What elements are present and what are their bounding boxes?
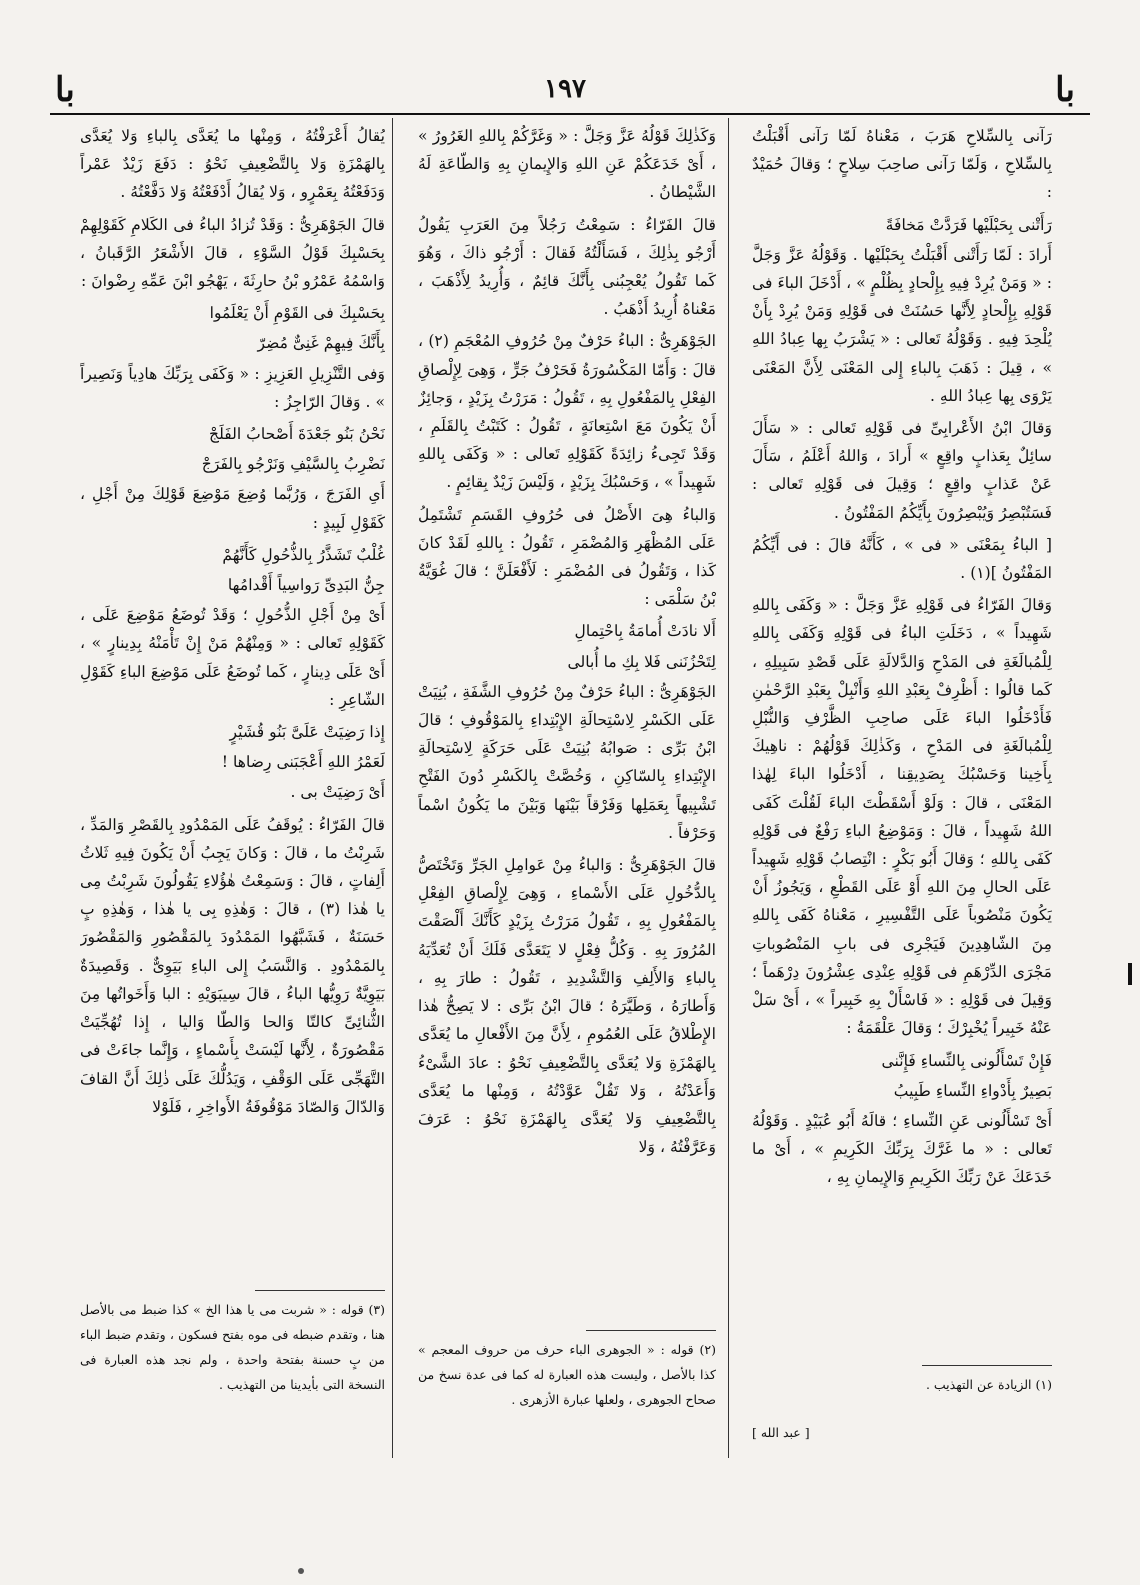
margin-mark	[1128, 963, 1132, 985]
paragraph: قالَ الفَرّاءُ : سَمِعْتُ رَجُلاً مِنَ العَرَبِ يَقُولُ أَرْجُو بِذٰلِكَ ، فَسَأَلْتُهُ فَقالَ : أَرْجُو ذاكَ ، وَهُوَ كَما تَقُولُ يُعْجِبُنى بِأَنَّكَ قائِمٌ ، وَأُرِيدُ لِأَذْهَبَ ، مَعْناهُ أُرِيدُ أَذْهَبُ .	[418, 215, 716, 319]
verse-line: أَلا نادَتْ أُمامَةُ بِاحْتِمالِ	[574, 622, 716, 641]
paragraph: الجَوْهَرِىُّ : الباءُ حَرْفٌ مِنْ حُرُوفِ الشَّفَةِ ، بُنِيَتْ عَلَى الكَسْرِ لِاسْتِحالَةِ الإِبْتِداءِ بِالمَوْقُوفِ ؛ قالَ ابْنُ بَرِّى : صَوابُهُ بُنِيَتْ عَلَى حَرَكَةٍ لِاسْتِحالَةِ الإِبْتِداءِ بِالسّاكِنِ ، وَخُصَّتْ بِالكَسْرِ دُونَ الفَتْحِ تَشْبِيهاً بِعَمَلِها وَفَرْقاً بَيْنَها وَبَيْنَ ما يَكُونُ اسْماً وَحَرْفاً .	[418, 682, 716, 842]
verse-line: بَصِيرٌ بِأَدْواءِ النِّساءِ طَبِيبُ	[893, 1081, 1052, 1100]
footnote-left: (٣) قوله : « شربت مى يا هذا الخ » كذا ضبط مى بالأصل هنا ، وتقدم ضبطه فى موه بفتح فسكون ، وتقدم ضبط الباء من بٍ حسنة بفتحة واحدة ، ولم نجد هذه العبارة فى النسخة التى بأيدينا من التهذيب .	[80, 1302, 385, 1392]
scan-speck	[298, 1568, 304, 1574]
paragraph: أَرادَ : لَمّا رَأَتْنى أَقْبَلْتُ بِحَبْلَيْها . وَقَوْلُهُ عَزَّ وَجَلَّ : « وَمَنْ يُرِدْ فِيهِ بِإِلْحادٍ بِظُلْمٍ » ، أَدْخَلَ الباءَ فى قَوْلِهِ بِإِلْحادٍ لِأَنَّها حَسُنَتْ فى قَوْلِهِ وَمَنْ يُرِدْ بِأَنْ يُلْحِدَ فِيهِ . وَقَوْلُهُ تَعالى : « يَشْرَبُ بِها عِبادُ اللهِ » ، قِيلَ : ذَهَبَ بِالباءِ إِلى المَعْنَى لِأَنَّ المَعْنَى يَرْوَى بِها عِبادُ اللهِ .	[752, 245, 1052, 405]
column-divider	[392, 118, 393, 1458]
middle-column	[418, 122, 716, 1272]
footnote-rule	[586, 1330, 716, 1331]
paragraph: يُقالُ أَعْرَفْتُهُ ، وَمِنْها ما يُعَدَّى بِالباءِ وَلا يُعَدَّى بِالهَمْزَةِ وَلا بِالتَّضْعِيفِ نَحْوُ : دَفَعَ زَيْدٌ عَمْراً وَدَفَعْتُهُ بِعَمْرٍو ، وَلا يُقالُ أَدْفَعْتُهُ وَلا دَفَّعْتُهُ .	[80, 127, 385, 202]
paragraph: وَالباءُ هِىَ الأَصْلُ فى حُرُوفِ القَسَمِ تَشْتَمِلُ عَلَى المُظْهَرِ وَالمُضْمَرِ ، تَقُولُ : بِاللهِ لَقَدْ كانَ كَذا ، وَتَقُولُ فى المُضْمَرِ : لَأَفْعَلَنَّ ؛ قالَ غُوَيَّةُ بْنُ سَلْمَى :	[418, 505, 716, 609]
paragraph: وَقالَ ابْنُ الأَعْرابِىِّ فى قَوْلِهِ تَعالى : « سَأَلَ سائِلٌ بِعَذابٍ واقِعٍ » أَرادَ ، وَاللهُ أَعْلَمُ ، سَأَلَ عَنْ عَذابٍ واقِعٍ ؛ وَقِيلَ فى قَوْلِهِ تَعالى : فَسَتُبْصِرُ وَيُبْصِرُونَ بِأَيِّكُمُ المَفْتُونُ .	[752, 419, 1052, 522]
footnote-rule	[922, 1365, 1052, 1366]
paragraph: قالَ الجَوْهَرِىُّ : وَالباءُ مِنْ عَوامِلِ الجَرِّ وَتَخْتَصُّ بِالدُّخُولِ عَلَى الأَسْماءِ ، وَهِىَ لِإِلْصاقِ الفِعْلِ بِالمَفْعُولِ بِهِ ، تَقُولُ مَرَرْتُ بِزَيْدٍ كَأَنَّكَ أَلْصَقْتَ المُرُورَ بِهِ . وَكُلُّ فِعْلٍ لا يَتَعَدَّى فَلَكَ أَنْ تُعَدِّيَهُ بِالباءِ وَالأَلِفِ وَالتَّشْدِيدِ ، تَقُولُ : طارَ بِهِ ، وَأَطارَهُ ، وَطَيَّرَهُ ؛ قالَ ابْنُ بَرِّى : لا يَصِحُّ هٰذا الإِطْلاقُ عَلَى العُمُومِ ، لِأَنَّ مِنَ الأَفْعالِ ما يُعَدَّى بِالهَمْزَةِ وَلا يُعَدَّى بِالتَّضْعِيفِ نَحْوُ : عادَ الشَّىْءُ وَأَعَدْتُهُ ، وَلا تَقُلْ عَوَّدْتُهُ ، وَمِنْها ما يُعَدَّى بِالتَّضْعِيفِ وَلا يُعَدَّى بِالهَمْزَةِ نَحْوُ : عَرَفَ وَعَرَّفْتُهُ ، وَلا	[418, 856, 716, 1157]
verse-line: لِتَحْزُنَنى فَلا بِكِ ما أُبالى	[567, 652, 716, 671]
footnote-signature: [ عبد الله ]	[752, 1425, 810, 1440]
paragraph: أَىْ تَسْأَلُونى عَنِ النِّساءِ ؛ قالَهُ أَبُو عُبَيْدٍ . وَقَوْلُهُ تَعالى : « ما غَرَّكَ بِرَبِّكَ الكَرِيمِ » ، أَىْ ما خَدَعَكَ عَنْ رَبِّكَ الكَرِيمِ وَالإِيمانِ بِهِ ،	[752, 1111, 1052, 1187]
header-left-word: با	[55, 70, 75, 110]
paragraph: أَىِ الفَرَجَ ، وَرُبَّما وُضِعَ مَوْضِعَ قَوْلِكَ مِنْ أَجْلِ ، كَقَوْلِ لَبِيدٍ :	[80, 485, 385, 532]
paragraph: رَآنى بِالسِّلاحِ هَرَبَ ، مَعْناهُ لَمّا رَآنى أَقْبَلْتُ بِالسِّلاحِ ، وَلَمّا رَآنى صاحِبَ سِلاحٍ ؛ وَقالَ حُمَيْدٌ :	[752, 127, 1052, 202]
verse-line: جِنُّ البَدِىِّ رَواسِياً أَقْدامُها	[227, 576, 385, 595]
paragraph: قالَ الفَرّاءُ : يُوقَفُ عَلَى المَمْدُودِ بِالقَصْرِ وَالمَدِّ ، شَرِبْتُ ما ، قالَ : وَكانَ يَجِبُ أَنْ يَكُونَ فِيهِ ثَلاثُ أَلِفاتٍ ، قالَ : وَسَمِعْتُ هٰؤُلاءِ يَقُولُونَ شَرِبْتُ مِى يا هٰذا (٣) ، قالَ : وَهٰذِهِ بِى يا هٰذا ، وَهٰذِهِ بٍ حَسَنَةٌ ، فَشَبَّهُوا المَمْدُودَ بِالمَقْصُورِ وَالمَقْصُورَ بِالمَمْدُودِ . وَالنَّسَبُ إِلى الباءِ بَيَوِىٌّ . وَقَصِيدَةٌ بَيَوِيَّةٌ رَوِيُّها الباءُ ، قالَ سِيبَوَيْهِ : البا وَأَخَواتُها مِنَ الثُّنائِىِّ كالتّا وَالحا وَالطّا وَاليا ، إِذا تُهُجِّيَتْ مَقْصُورَةٌ ، لِأَنَّها لَيْسَتْ بِأَسْماءٍ ، وَإِنَّما جاءَتْ فى التَّهَجِّى عَلَى الوَقْفِ ، وَيَدُلُّكَ عَلَى ذٰلِكَ أَنَّ القافَ وَالدّالَ وَالصّادَ مَوْقُوفَةُ الأَواخِرِ ، فَلَوْلا	[80, 815, 385, 1116]
footnote-rule	[255, 1290, 385, 1291]
left-column	[80, 122, 385, 1272]
verse-line: فَإِنْ تَسْأَلُونى بِالنِّساءِ فَإِنَّنى	[881, 1051, 1052, 1070]
footnote-right: (١) الزيادة عن التهذيب .	[925, 1377, 1052, 1392]
header-right-word: با	[1055, 70, 1075, 110]
paragraph: وَكَذٰلِكَ قَوْلُهُ عَزَّ وَجَلَّ : « وَغَرَّكُمْ بِاللهِ الغَرُورُ » ، أَىْ خَدَعَكُمْ عَنِ اللهِ وَالإِيمانِ بِهِ وَالطّاعَةِ لَهُ الشَّيْطانُ .	[418, 127, 716, 202]
paragraph: الجَوْهَرِىُّ : الباءُ حَرْفٌ مِنْ حُرُوفِ المُعْجَمِ (٢) ، قالَ : وَأَمّا المَكْسُورَةُ فَحَرْفُ جَرٍّ ، وَهِىَ لِإِلْصاقِ الفِعْلِ بِالمَفْعُولِ بِهِ ، تَقُولُ : مَرَرْتُ بِزَيْدٍ ، وَجائِزٌ أَنْ يَكُونَ مَعَ اسْتِعانَةٍ ، تَقُولُ : كَتَبْتُ بِالقَلَمِ ، وَقَدْ تَجِىءُ زائِدَةً كَقَوْلِهِ تَعالى : « وَكَفَى بِاللهِ شَهِيداً » ، وَحَسْبُكَ بِزَيْدٍ ، وَلَيْسَ زَيْدٌ بِقائِمٍ .	[418, 332, 716, 492]
paragraph: أَىْ مِنْ أَجْلِ الذُّحُولِ ؛ وَقَدْ تُوضَعُ مَوْضِعَ عَلَى ، كَقَوْلِهِ تَعالى : « وَمِنْهُمْ مَنْ إِنْ تَأْمَنْهُ بِدِينارٍ » ، أَىْ عَلَى دِينارٍ ، كَما تُوضَعُ عَلَى مَوْضِعَ الباءِ كَقَوْلِ الشّاعِرِ :	[80, 606, 385, 709]
paragraph: أَىْ رَضِيَتْ بى .	[290, 783, 385, 802]
paragraph: قالَ الجَوْهَرِىُّ : وَقَدْ تُزادُ الباءُ فى الكَلامِ كَقَوْلِهِمْ بِحَسْبِكَ قَوْلُ السَّوْءِ ، قالَ الأَشْعَرُ الرَّقَبانُ ، وَاسْمُهُ عَمْرُو بْنُ حارِثَةَ ، يَهْجُو ابْنَ عَمِّهِ رِضْوانَ :	[80, 215, 385, 291]
header-rule	[50, 113, 1090, 115]
verse-line: إِذا رَضِيَتْ عَلَىَّ بَنُو قُشَيْرٍ	[229, 723, 385, 742]
verse-line: بِحَسْبِكَ فى القَوْمِ أَنْ يَعْلَمُوا	[209, 304, 385, 323]
column-divider	[728, 118, 729, 1458]
verse-line: رَأَتْنى بِحَبْلَيْها فَرَدَّتْ مَخافَةً	[885, 215, 1052, 234]
verse-line: نَحْنُ بَنُو جَعْدَةَ أَصْحابُ الفَلَجْ	[209, 425, 385, 444]
right-column	[752, 122, 1052, 1272]
verse-line: نَضْرِبُ بِالسَّيْفِ وَنَرْجُو بِالفَرَجْ	[201, 455, 385, 474]
verse-line: بِأَنَّكَ فِيهِمْ غَنِىٌّ مُضِرّ	[257, 334, 385, 353]
footnote-middle: (٢) قوله : « الجوهرى الباء حرف من حروف المعجم » كذا بالأصل ، وليست هذه العبارة له كما فى عدة نسخ من صحاح الجوهرى ، ولعلها عبارة الأزهرى .	[418, 1342, 716, 1407]
verse-line: غُلْبٌ تَشَذَّرُ بِالذُّحُولِ كَأَنَّهُمْ	[222, 545, 385, 564]
paragraph: وَقالَ الفَرّاءُ فى قَوْلِهِ عَزَّ وَجَلَّ : « وَكَفَى بِاللهِ شَهِيداً » ، دَخَلَتِ الباءُ فى قَوْلِهِ وَكَفَى بِاللهِ لِلْمُبالَغَةِ فى المَدْحِ وَالدَّلالَةِ عَلَى قَصْدِ سَبِيلِهِ ، كَما قالُوا : أَظْرِفْ بِعَبْدِ اللهِ وَأَنْبِلْ بِعَبْدِ الرَّحْمٰنِ فَأَدْخَلُوا الباءَ عَلَى صاحِبِ الظَّرْفِ وَالنُّبْلِ لِلْمُبالَغَةِ فى المَدْحِ ، وَكَذٰلِكَ قَوْلُهُمْ : ناهِيكَ بِأَخِينا وَحَسْبُكَ بِصَدِيقِنا ، أَدْخَلُوا الباءَ لِهٰذا المَعْنَى ، قالَ : وَلَوْ أَسْقَطْتَ الباءَ لَقُلْتَ كَفَى اللهُ شَهِيداً ، قالَ : وَمَوْضِعُ الباءِ رَفْعٌ فى قَوْلِهِ كَفَى بِاللهِ ؛ وَقالَ أَبُو بَكْرٍ : انْتِصابُ قَوْلِهِ شَهِيداً عَلَى الحالِ مِنَ اللهِ أَوْ عَلَى القَطْعِ ، وَيَجُوزُ أَنْ يَكُونَ مَنْصُوباً عَلَى التَّفْسِيرِ ، مَعْناهُ كَفَى بِاللهِ مِنَ الشّاهِدِينَ فَيَجْرِى فى بابِ المَنْصُوباتِ مَجْرَى الدِّرْهَمِ فى قَوْلِهِ عِنْدِى عِشْرُونَ دِرْهَماً ؛ وَقِيلَ فى قَوْلِهِ : « فَاسْأَلْ بِهِ خَبِيراً » ، أَىْ سَلْ عَنْهُ خَبِيراً يُخْبِرْكَ ؛ وَقالَ عَلْقَمَةُ :	[752, 596, 1052, 1038]
page-number: ١٩٧	[544, 74, 586, 104]
paragraph: [ الباءُ بِمَعْنَى « فى » ، كَأَنَّهُ قالَ : فى أَيِّكُمُ المَفْتُونُ ](١) .	[752, 535, 1052, 583]
verse-line: لَعَمْرُ اللهِ أَعْجَبَنى رِضاها !	[221, 753, 385, 772]
page-header	[55, 70, 1075, 110]
paragraph: وَفى التَّنْزِيلِ العَزِيزِ : « وَكَفَى بِرَبِّكَ هادِياً وَنَصِيراً » . وَقالَ الرّاجِزُ :	[80, 364, 385, 411]
